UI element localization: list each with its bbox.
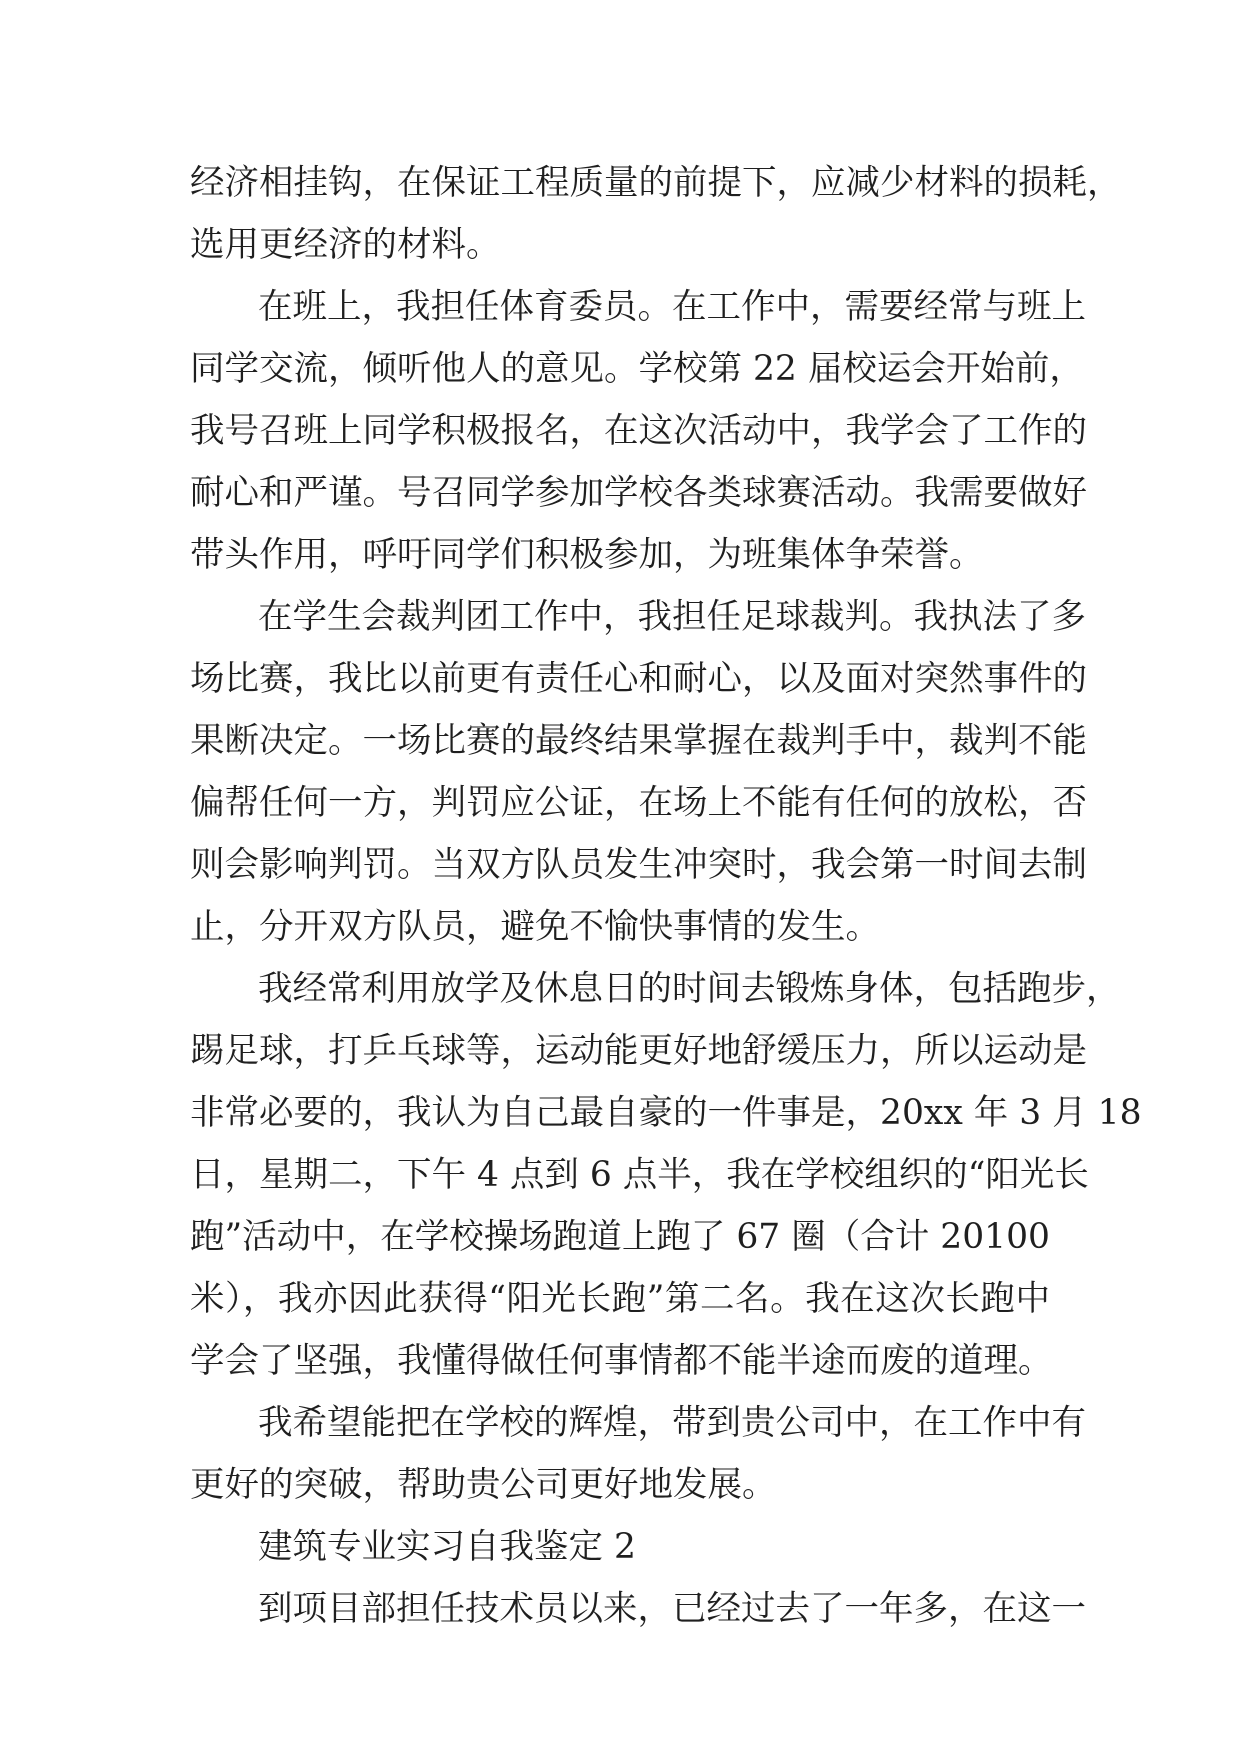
text-line: 选用更经济的材料。 <box>190 225 501 265</box>
text-line: 我号召班上同学积极报名，在这次活动中，我学会了工作的 <box>190 411 1087 451</box>
text-line: 偏帮任何一方，判罚应公证，在场上不能有任何的放松，否 <box>190 783 1087 823</box>
text-line: 非常必要的，我认为自己最自豪的一件事是，20xx 年 3 月 18 <box>190 1093 1142 1133</box>
text-line: 经济相挂钩，在保证工程质量的前提下，应减少材料的损耗， <box>190 163 1122 203</box>
text-line: 场比赛，我比以前更有责任心和耐心，以及面对突然事件的 <box>190 659 1087 699</box>
text-line: 踢足球，打乒乓球等，运动能更好地舒缓压力，所以运动是 <box>190 1031 1087 1071</box>
text-line: 到项目部担任技术员以来，已经过去了一年多，在这一 <box>258 1589 1086 1629</box>
paragraph <box>190 1578 1086 1640</box>
document-body <box>190 152 1142 1640</box>
text-line: 我经常利用放学及休息日的时间去锻炼身体，包括跑步， <box>258 969 1121 1009</box>
paragraph <box>190 958 1142 1392</box>
text-line: 我希望能把在学校的辉煌，带到贵公司中，在工作中有 <box>258 1403 1086 1443</box>
text-line: 止，分开双方队员，避免不愉快事情的发生。 <box>190 907 880 947</box>
section-heading <box>190 1516 1050 1578</box>
paragraph <box>190 586 1087 958</box>
text-line: 果断决定。一场比赛的最终结果掌握在裁判手中，裁判不能 <box>190 721 1087 761</box>
text-line: 学会了坚强，我懂得做任何事情都不能半途而废的道理。 <box>190 1341 1053 1381</box>
text-line: 同学交流，倾听他人的意见。学校第 22 届校运会开始前， <box>190 349 1084 389</box>
text-line: 日，星期二，下午 4 点到 6 点半，我在学校组织的“阳光长 <box>190 1155 1089 1195</box>
paragraph <box>190 1392 1086 1516</box>
text-line: 耐心和严谨。号召同学参加学校各类球赛活动。我需要做好 <box>190 473 1087 513</box>
text-line: 跑”活动中，在学校操场跑道上跑了 67 圈（合计 20100 <box>190 1217 1050 1257</box>
paragraph <box>190 276 1087 586</box>
paragraph <box>190 152 1122 276</box>
heading-line: 建筑专业实习自我鉴定 2 <box>258 1527 636 1567</box>
text-line: 在班上，我担任体育委员。在工作中，需要经常与班上 <box>258 287 1086 327</box>
text-line: 在学生会裁判团工作中，我担任足球裁判。我执法了多 <box>258 597 1086 637</box>
text-line: 更好的突破，帮助贵公司更好地发展。 <box>190 1465 777 1505</box>
text-line: 米），我亦因此获得“阳光长跑”第二名。我在这次长跑中 <box>190 1279 1050 1319</box>
text-line: 带头作用，呼吁同学们积极参加，为班集体争荣誉。 <box>190 535 984 575</box>
text-line: 则会影响判罚。当双方队员发生冲突时，我会第一时间去制 <box>190 845 1087 885</box>
